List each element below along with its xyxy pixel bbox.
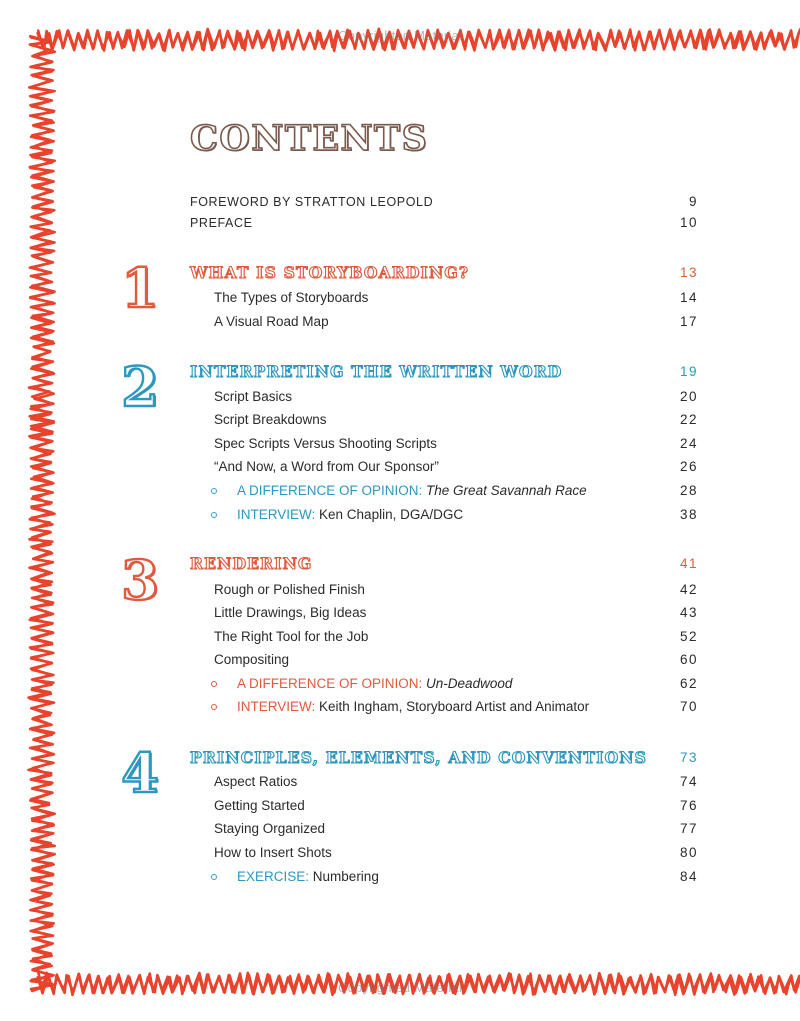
feature-text: Un-Deadwood [426,676,513,691]
feature-keyword: INTERVIEW: [237,507,316,522]
toc-entry-page: 52 [679,629,698,644]
chapter-4-number: 4 [121,741,159,805]
toc-entry [0,771,800,793]
toc-entry [0,626,800,648]
toc-entry [0,795,800,817]
toc-entry [0,311,800,333]
toc-entry-label: The Types of Storyboards [214,290,369,305]
toc-entry-page: 22 [679,412,698,427]
toc-entry-page: 62 [679,676,698,691]
toc-entry-label: Staying Organized [214,821,326,836]
toc-entry-label: “And Now, a Word from Our Sponsor” [214,459,439,474]
toc-entry-foreword [0,191,800,213]
toc-entry-page: 20 [679,389,698,404]
chapter-page: 41 [679,556,698,571]
toc-entry-label: Rough or Polished Finish [214,582,365,597]
toc-entry-page: 38 [679,507,698,522]
chapter-4-heading [0,745,800,771]
toc-entry [0,456,800,478]
chapter-1-heading [0,260,800,286]
chapter-title: RENDERING [190,554,313,573]
toc-entry-page: 26 [679,459,698,474]
toc-feature-entry [0,480,800,502]
bullet-circle-icon [211,681,217,687]
toc-feature-entry [0,866,800,888]
feature-text: The Great Savannah Race [426,483,587,498]
toc-entry-label: A Visual Road Map [214,314,329,329]
toc-entry-label: The Right Tool for the Job [214,629,369,644]
feature-keyword: INTERVIEW: [237,699,316,714]
toc-entry [0,386,800,408]
toc-entry-page: 9 [688,194,698,209]
chapter-title: PRINCIPLES, ELEMENTS, AND CONVENTIONS [190,748,648,767]
toc-entry-page: 14 [679,290,698,305]
toc-entry-page: 74 [679,774,698,789]
toc-entry-page: 10 [679,215,698,230]
toc-entry [0,842,800,864]
bullet-circle-icon [211,704,217,710]
chapter-3-number: 3 [121,548,159,612]
bullet-circle-icon [211,488,217,494]
chapter-title: WHAT IS STORYBOARDING? [190,263,470,282]
toc-entry-page: 80 [679,845,698,860]
toc-feature-entry [0,504,800,526]
toc-entry [0,649,800,671]
toc-entry-label: Aspect Ratios [214,774,298,789]
page-title: CONTENTS [190,118,429,159]
bullet-circle-icon [211,512,217,518]
toc-entry-page: 17 [679,314,698,329]
toc-entry [0,579,800,601]
toc-entry [0,602,800,624]
toc-entry-label: FOREWORD BY STRATTON LEOPOLD [190,195,434,209]
toc-entry-page: 28 [679,483,698,498]
toc-entry-label: Getting Started [214,798,305,813]
toc-entry-label: Compositing [214,652,290,667]
toc-entry-page: 24 [679,436,698,451]
toc-entry-page: 77 [679,821,698,836]
toc-entry-label: PREFACE [190,216,253,230]
chapter-2-heading [0,359,800,385]
chapter-1-number: 1 [121,256,159,320]
toc-entry-page: 76 [679,798,698,813]
toc-feature-entry [0,673,800,695]
toc-entry [0,409,800,431]
toc-entry [0,287,800,309]
watermark-bottom: Copyrighted Material [338,980,462,995]
toc-entry [0,818,800,840]
feature-keyword: A DIFFERENCE OF OPINION: [237,676,423,691]
feature-text: Keith Ingham, Storyboard Artist and Animator [319,699,590,714]
toc-entry-label: Little Drawings, Big Ideas [214,605,367,620]
chapter-page: 19 [679,364,698,379]
feature-keyword: A DIFFERENCE OF OPINION: [237,483,423,498]
toc-entry-page: 42 [679,582,698,597]
chapter-title: INTERPRETING THE WRITTEN WORD [190,362,563,381]
bullet-circle-icon [211,874,217,880]
chapter-2-number: 2 [121,355,159,419]
chapter-page: 73 [679,750,698,765]
feature-keyword: EXERCISE: [237,869,310,884]
feature-text: Ken Chaplin, DGA/DGC [319,507,464,522]
chapter-3-heading [0,551,800,577]
toc-feature-entry [0,696,800,718]
toc-entry-page: 60 [679,652,698,667]
feature-text: Numbering [312,869,379,884]
toc-entry-label: Script Basics [214,389,293,404]
watermark-top: Copyrighted Material [338,28,462,43]
toc-entry-page: 70 [679,699,698,714]
toc-entry-preface [0,212,800,234]
toc-entry-page: 43 [679,605,698,620]
toc-entry-label: How to Insert Shots [214,845,332,860]
toc-entry-page: 84 [679,869,698,884]
toc-entry [0,433,800,455]
toc-entry-label: Spec Scripts Versus Shooting Scripts [214,436,437,451]
chapter-page: 13 [679,265,698,280]
toc-entry-label: Script Breakdowns [214,412,327,427]
